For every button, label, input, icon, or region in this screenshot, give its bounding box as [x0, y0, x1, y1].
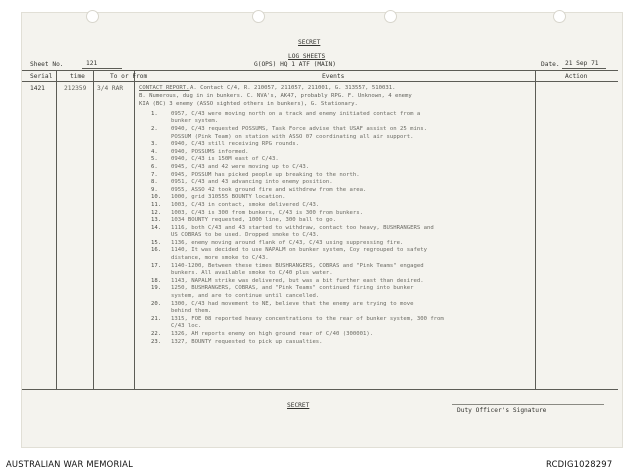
- watermark-left: AUSTRALIAN WAR MEMORIAL: [6, 459, 133, 469]
- entry-heading: CONTACT REPORT.: [139, 85, 190, 91]
- sheet-number-value: 121: [86, 60, 98, 67]
- event-item-number: 5.: [151, 156, 158, 163]
- date-underline: [562, 68, 606, 69]
- event-item-text: 1300, C/43 had movement to NE, believe that the enemy are trying to move: [171, 300, 414, 307]
- event-item-row: [151, 239, 451, 247]
- signature-line: [452, 404, 604, 405]
- event-item-row: [151, 262, 451, 270]
- event-item-row: [151, 194, 451, 202]
- punch-hole: [553, 10, 566, 23]
- unit-title: G(OPS) HQ 1 ATF (MAIN): [254, 61, 336, 68]
- entry-intro-line: KIA (BC) 3 enemy (ASSO sighted others in bunkers), G. Stationary.: [139, 101, 358, 107]
- event-item-text: 1250, BUSHRANGERS, COBRAS, and "Pink Teams" continued firing into bunker: [171, 285, 414, 292]
- column-header-time: time: [70, 73, 85, 80]
- event-item-number: 13.: [151, 217, 162, 224]
- event-item-row: [151, 315, 451, 323]
- event-item-text: system, and are to continue until cancelled.: [171, 293, 320, 300]
- entry-serial: 1421: [30, 85, 45, 92]
- event-item-number: 17.: [151, 262, 162, 269]
- event-item-row: [151, 209, 451, 217]
- event-item-text: 1003, C/43 in contact, smoke delivered C/43.: [171, 201, 320, 208]
- event-item-row: [151, 323, 451, 331]
- event-item-row: [151, 148, 451, 156]
- event-item-number: 9.: [151, 186, 158, 193]
- event-item-text: distance, more smoke to C/43.: [171, 255, 269, 262]
- event-item-row: [151, 254, 451, 262]
- event-item-number: 1.: [151, 110, 158, 117]
- event-item-text: 1003, C/43 is 300 from bunkers, C/43 is 300 from bunkers.: [171, 209, 363, 216]
- event-item-text: 0945, C/43 and 42 were moving up to C/43.: [171, 163, 310, 170]
- event-item-row: [151, 277, 451, 285]
- event-item-row: [151, 125, 451, 133]
- event-item-text: US COBRAS to be used. Dropped smoke to C/43.: [171, 232, 320, 239]
- event-item-text: 1327, BOUNTY requested to pick up casualties.: [171, 338, 323, 345]
- event-item-text: 1315, FOE 08 reported heavy concentrations to the rear of bunker system, 300 from: [171, 315, 444, 322]
- event-item-number: 18.: [151, 277, 162, 284]
- event-item-row: [151, 110, 451, 118]
- column-divider: [56, 70, 57, 389]
- table-bottom-rule: [22, 389, 618, 390]
- punch-hole: [384, 10, 397, 23]
- event-item-text: 1140, It was decided to use NAPALM on bunker system, Coy regrouped to safety: [171, 247, 427, 254]
- event-item-text: behind them.: [171, 308, 212, 315]
- event-item-text: 0940, C/43 requested POSSUMS, Task Force advise that USAF assist on 25 mins.: [171, 125, 427, 132]
- event-item-row: [151, 156, 451, 164]
- table-header-rule: [22, 81, 618, 82]
- event-item-text: 0945, POSSUM has picked people up breaking to the north.: [171, 171, 360, 178]
- event-item-row: [151, 307, 451, 315]
- event-item-text: 1116, both C/43 and 43 started to withdraw, contact too heavy, BUSHRANGERS and: [171, 224, 434, 231]
- secret-footer: SECRET: [287, 402, 310, 409]
- entry-time: 212359: [64, 85, 87, 92]
- event-item-row: [151, 338, 451, 346]
- event-item-text: 0940, C/43 still receiving RPG rounds.: [171, 141, 299, 148]
- punch-hole: [86, 10, 99, 23]
- date-value: 21 Sep 71: [565, 60, 599, 67]
- event-item-text: 1000, grid 310555 BOUNTY location.: [171, 194, 286, 201]
- event-item-row: [151, 247, 451, 255]
- event-item-text: 0940, POSSUMS informed.: [171, 148, 249, 155]
- event-item-number: 10.: [151, 194, 162, 201]
- event-item-row: [151, 140, 451, 148]
- event-item-row: [151, 178, 451, 186]
- event-item-row: [151, 186, 451, 194]
- event-item-number: 12.: [151, 209, 162, 216]
- event-item-row: [151, 285, 451, 293]
- event-item-row: [151, 292, 451, 300]
- event-item-number: 3.: [151, 141, 158, 148]
- event-item-text: bunkers. All available smoke to C/40 plus water.: [171, 270, 333, 277]
- event-item-number: 4.: [151, 148, 158, 155]
- event-item-text: 1136, enemy moving around flank of C/43, C/43 using suppressing fire.: [171, 239, 404, 246]
- event-item-row: [151, 118, 451, 126]
- column-header-serial: Serial: [30, 73, 53, 80]
- event-item-text: 0957, C/43 were moving north on a track and enemy initiated contact from a: [171, 110, 421, 117]
- event-item-number: 19.: [151, 285, 162, 292]
- event-item-row: [151, 171, 451, 179]
- table-top-rule: [22, 70, 618, 71]
- event-item-row: [151, 232, 451, 240]
- event-item-row: [151, 300, 451, 308]
- column-header-to-from: To or From: [110, 73, 148, 80]
- event-item-text: POSSUM (Pink Team) on station with ASSO 07 coordinating all air support.: [171, 133, 414, 140]
- event-item-row: [151, 163, 451, 171]
- sheet-number-label: Sheet No.: [30, 61, 64, 68]
- log-sheets-title: LOG SHEETS: [288, 53, 326, 60]
- watermark-right: RCDIG1028297: [546, 459, 613, 469]
- entry-to-from: 3/4 RAR: [97, 85, 124, 92]
- event-item-number: 15.: [151, 239, 162, 246]
- event-item-row: [151, 224, 451, 232]
- event-item-text: 1143, NAPALM strike was delivered, but was a bit further east than desired.: [171, 277, 424, 284]
- event-item-row: [151, 269, 451, 277]
- event-item-text: C/43 loc.: [171, 323, 202, 330]
- event-item-row: [151, 330, 451, 338]
- event-item-row: [151, 216, 451, 224]
- event-item-number: 7.: [151, 171, 158, 178]
- punch-hole: [252, 10, 265, 23]
- event-item-text: 0940, C/43 is 150M east of C/43.: [171, 156, 279, 163]
- event-item-number: 16.: [151, 247, 162, 254]
- event-item-number: 6.: [151, 163, 158, 170]
- column-divider: [535, 70, 536, 389]
- date-label: Date.: [541, 61, 560, 68]
- column-header-events: Events: [322, 73, 345, 80]
- event-item-number: 11.: [151, 201, 162, 208]
- event-items-list: [151, 110, 451, 345]
- event-item-row: [151, 133, 451, 141]
- event-item-text: bunker system.: [171, 118, 219, 125]
- duty-officer-signature-label: Duty Officer's Signature: [457, 407, 547, 414]
- secret-heading: SECRET: [298, 39, 321, 46]
- event-item-number: 2.: [151, 125, 158, 132]
- event-item-text: 1034 BOUNTY requested, 1000 line, 300 ball to go.: [171, 217, 337, 224]
- event-item-number: 21.: [151, 315, 162, 322]
- event-item-number: 8.: [151, 179, 158, 186]
- event-item-row: [151, 201, 451, 209]
- event-item-number: 20.: [151, 300, 162, 307]
- event-item-text: 0955, ASSO 42 took ground fire and withdrew from the area.: [171, 186, 367, 193]
- sheet-number-underline: [82, 68, 122, 69]
- event-item-number: 22.: [151, 331, 162, 338]
- event-item-text: 1326, AH reports enemy on high ground rear of C/40 (300001).: [171, 331, 374, 338]
- column-divider: [134, 70, 135, 389]
- column-divider: [93, 70, 94, 389]
- event-item-text: 1140-1200, Between these times BUSHRANGERS, COBRAS and "Pink Teams" engaged: [171, 262, 424, 269]
- event-item-number: 14.: [151, 224, 162, 231]
- event-item-number: 23.: [151, 338, 162, 345]
- entry-intro-line: B. Numerous, dug in in bunkers. C. NVA's, AK47, probably RPG. F. Unknown, 4 enemy: [139, 93, 412, 99]
- entry-intro-line: A. Contact C/4, R. 210057, 211057, 211001, G. 313557, 510031.: [190, 85, 396, 91]
- column-header-action: Action: [565, 73, 588, 80]
- event-item-text: 0951, C/43 and 43 advancing into enemy position.: [171, 179, 333, 186]
